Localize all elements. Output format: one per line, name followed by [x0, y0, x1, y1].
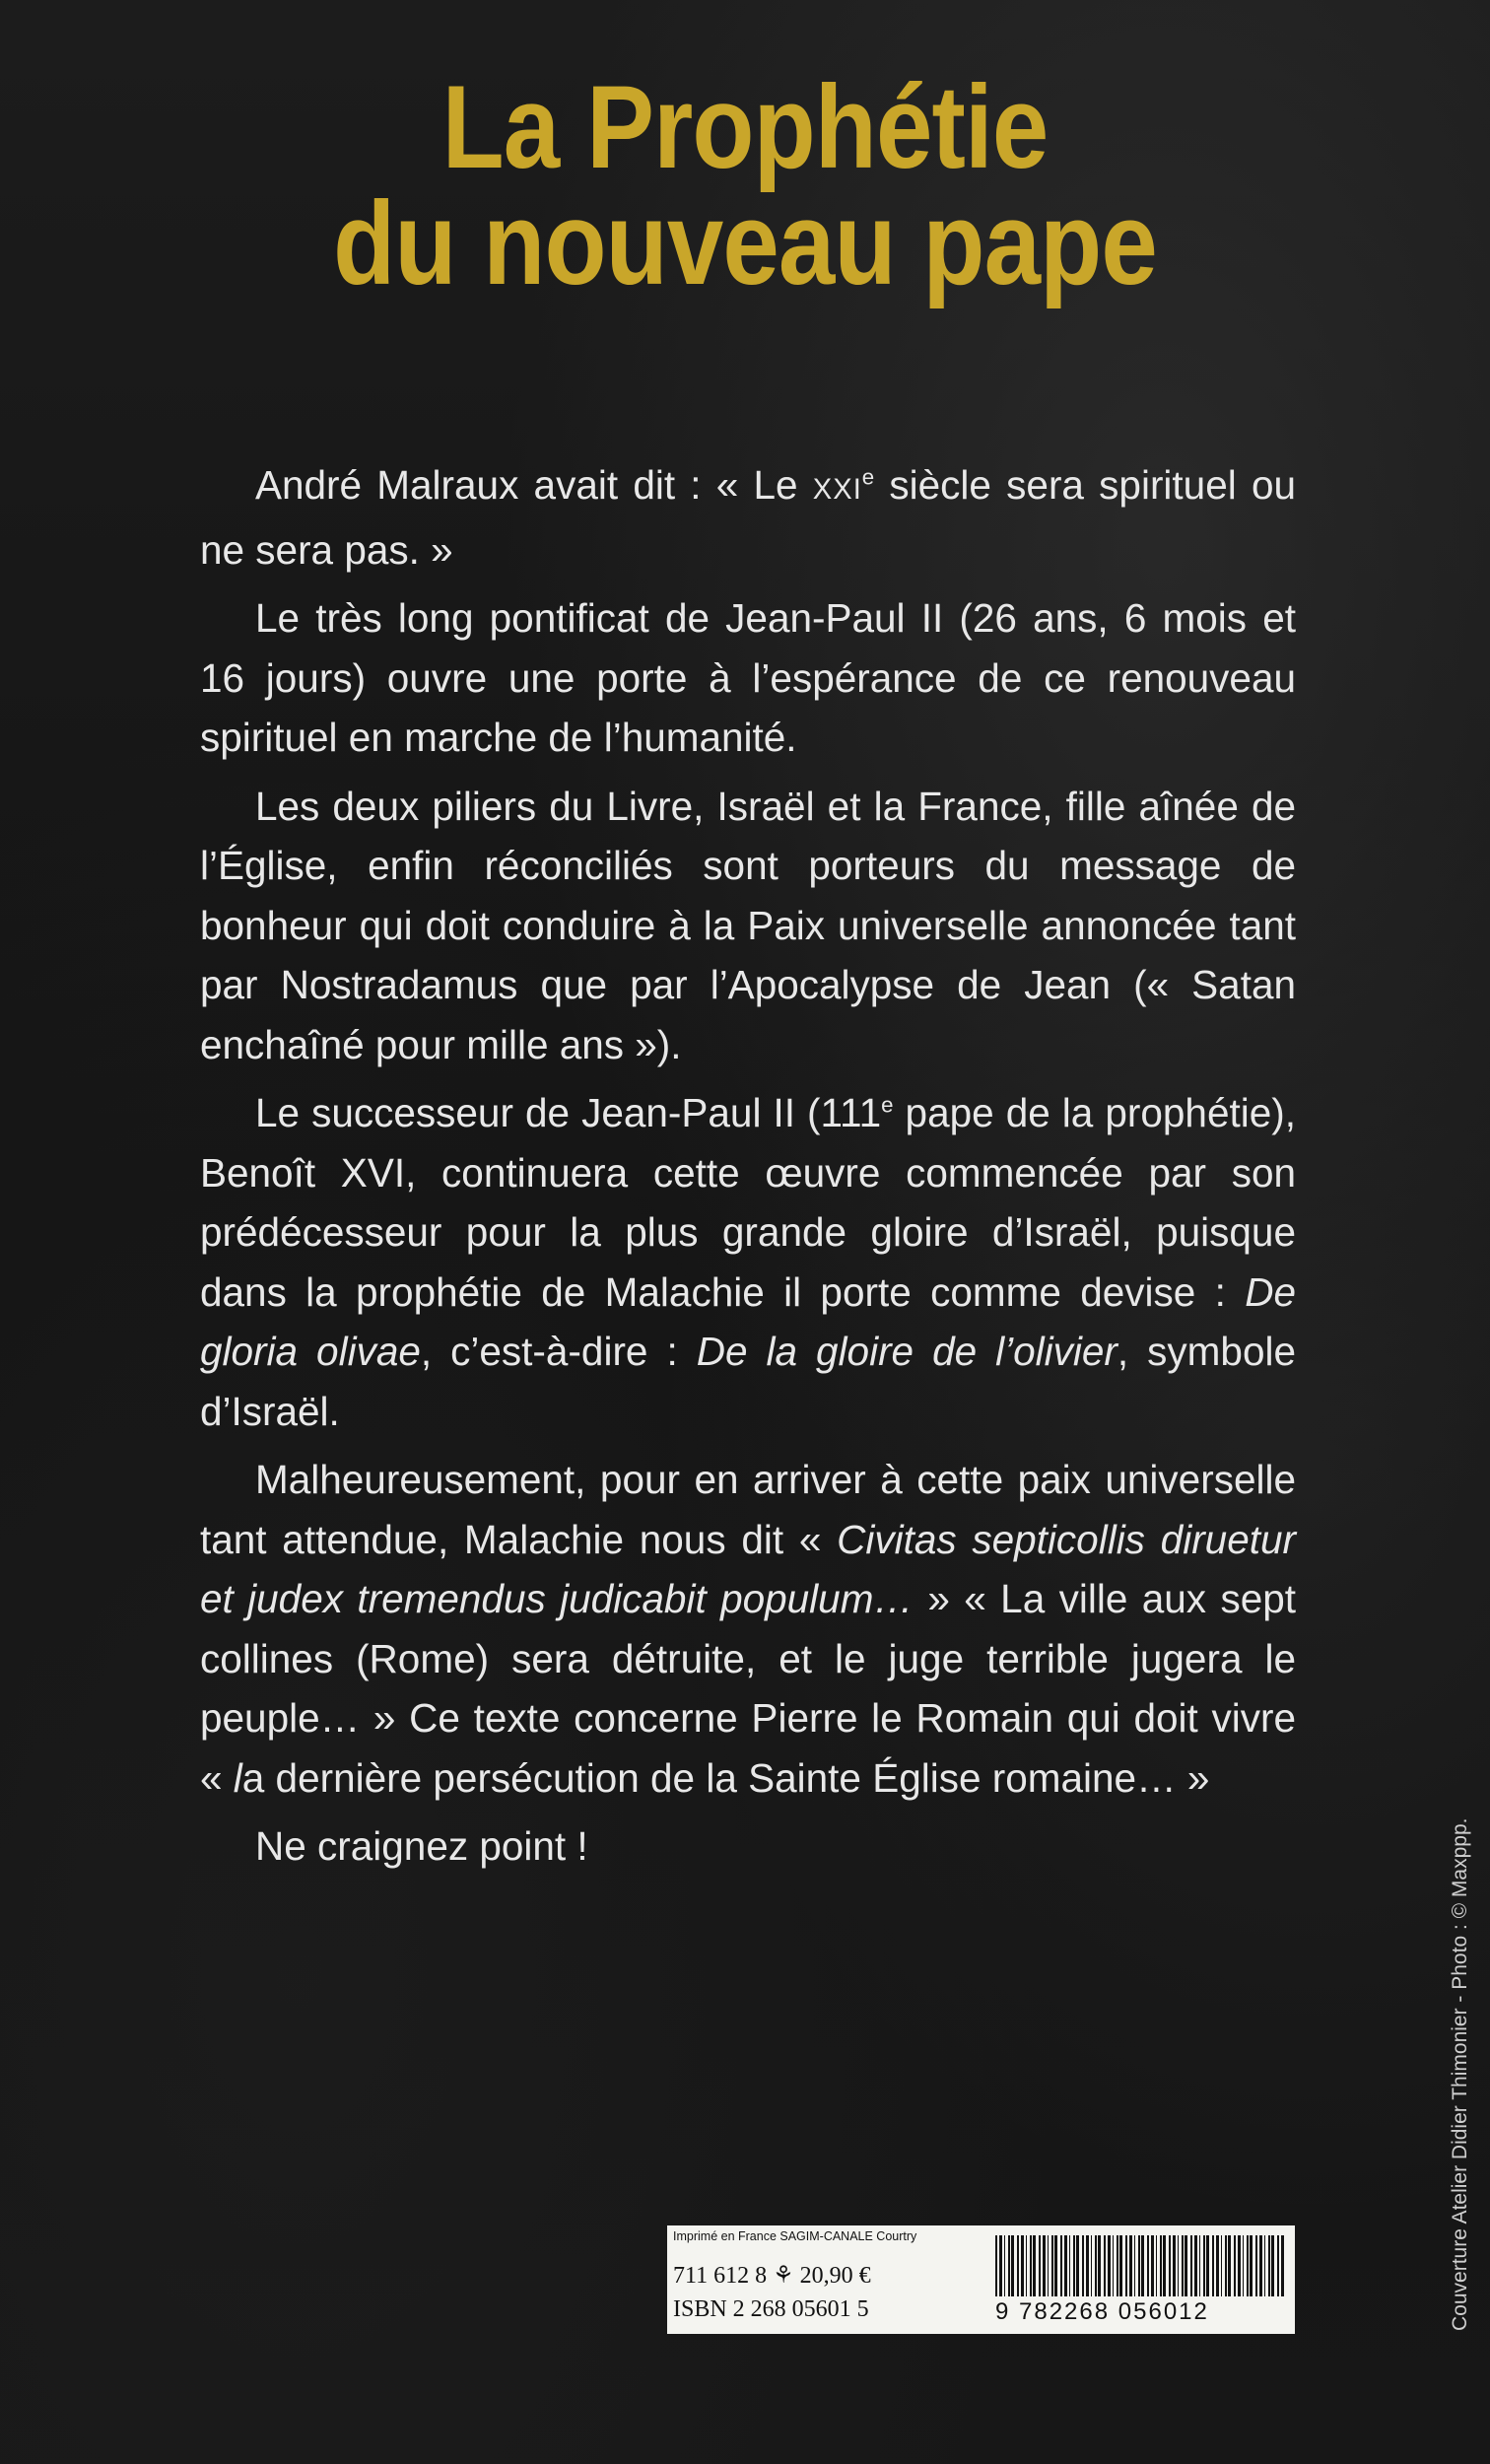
paragraph-4: Le successeur de Jean-Paul II (111e pape de la prophétie), Benoît XVI, continuera cette œuvre commencée par son prédécesseur pour la plus grande gloire d’Israël, puisque dans la prophétie de Malachie il porte comme devise : De gloria olivae, c’est-à-dire : De la gloire de l’olivier, symbole d’Israël. — [200, 1090, 1296, 1434]
printer-info: Imprimé en France SAGIM-CANALE Courtry — [673, 2229, 917, 2243]
price-code: 711 612 8 ⚘ 20,90 € — [673, 2263, 871, 2289]
barcode-icon — [995, 2235, 1286, 2296]
paragraph-6: Ne craignez point ! — [255, 1823, 588, 1869]
barcode-label — [667, 2225, 1295, 2334]
isbn: ISBN 2 268 05601 5 — [673, 2296, 869, 2322]
paragraph-1: André Malraux avait dit : « Le XXIe siècle sera spirituel ou ne sera pas. » — [200, 462, 1296, 573]
paragraph-2: Le très long pontificat de Jean-Paul II (26 ans, 6 mois et 16 jours) ouvre une porte à l’espérance de ce renouveau spirituel en marche de l’humanité. — [200, 595, 1296, 760]
blurb-text — [200, 455, 1296, 1885]
paragraph-3: Les deux piliers du Livre, Israël et la France, fille aînée de l’Église, enfin réconciliés sont porteurs du message de bonheur qui doit conduire à la Paix universelle annoncée tant par Nostradamus que par l’Apocalypse de Jean (« Satan enchaîné pour mille ans »). — [200, 783, 1296, 1067]
title-line-1: La Prophétie — [441, 61, 1049, 193]
title-line-2: du nouveau pape — [333, 177, 1157, 309]
cover-credit: Couverture Atelier Didier Thimonier - Photo : © Maxppp. — [1449, 1817, 1471, 2331]
barcode-number: 9 782268 056012 — [995, 2298, 1209, 2325]
paragraph-5: Malheureusement, pour en arriver à cette paix universelle tant attendue, Malachie nous dit « Civitas septicollis diruetur et judex tremendus judicabit populum… » « La ville aux sept collines (Rome) sera détruite, et le juge terrible jugera le peuple… » Ce texte concerne Pierre le Romain qui doit vivre « la dernière persécution de la Sainte Église romaine… » — [200, 1457, 1296, 1801]
book-title — [104, 61, 1386, 309]
